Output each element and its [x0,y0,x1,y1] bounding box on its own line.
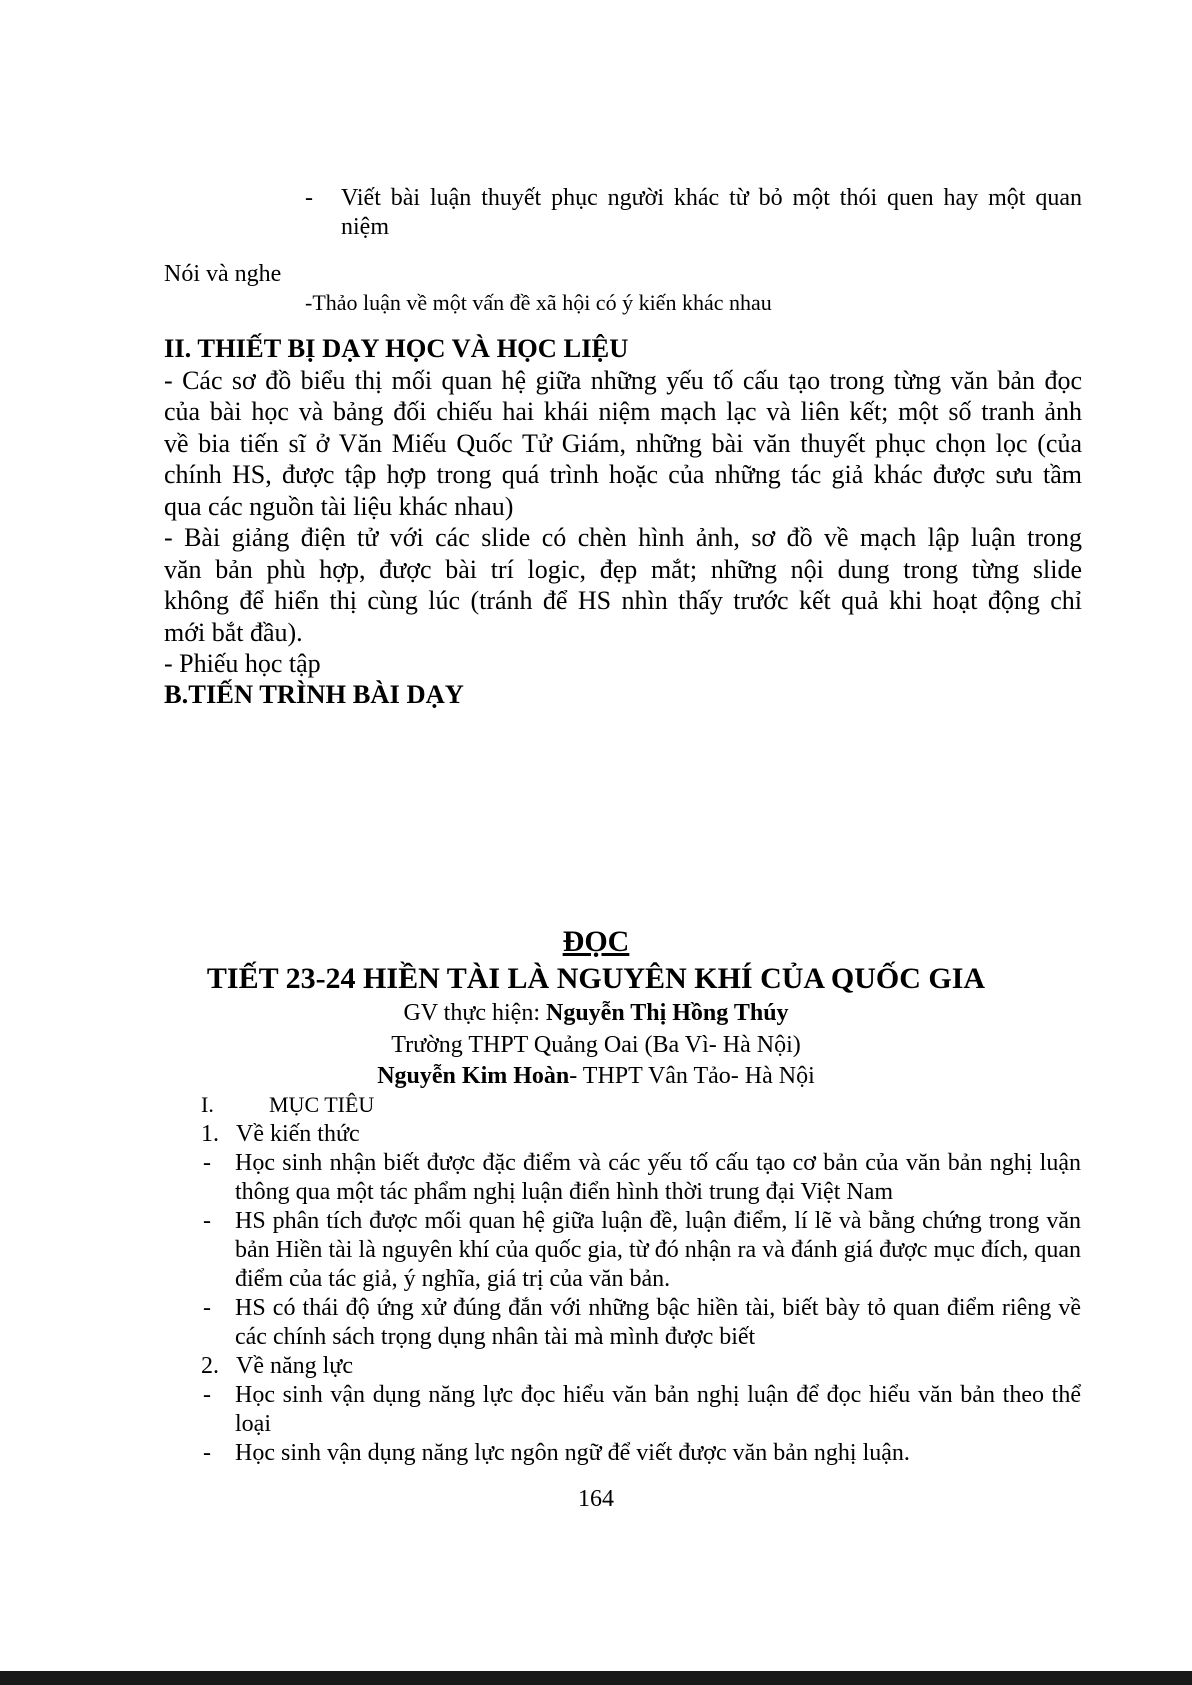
section2-para1-line: về bia tiến sĩ ở Văn Miếu Quốc Tử Giám, những bài văn thuyết phục chọn lọc (của [164,429,1082,458]
competence-item: Học sinh vận dụng năng lực đọc hiểu văn bản nghị luận để đọc hiểu văn bản theo thể loại [235,1382,1081,1437]
section2-para1-line: của bài học và bảng đối chiếu hai khái niệm mạch lạc và liên kết; một số tranh ảnh [164,397,1082,426]
section2-heading: II. THIẾT BỊ DẠY HỌC VÀ HỌC LIỆU [164,333,629,363]
teacher-line [0,998,1192,1028]
competence-num: 2. [201,1353,219,1379]
noi-va-nghe-item: -Thảo luận về một vấn đề xã hội có ý kiến khác nhau [305,290,772,315]
section2-para2-line: mới bắt đầu). [164,618,303,647]
coauthor-name: Nguyễn Kim Hoàn [377,1063,570,1089]
section2-para3: - Phiếu học tập [164,649,321,678]
section2-para1-line: qua các nguồn tài liệu khác nhau) [164,492,514,521]
coauthor-school: - THPT Vân Tảo- Hà Nội [569,1063,815,1089]
sectionB-heading: B.TIẾN TRÌNH BÀI DẠY [164,679,464,709]
knowledge-num: 1. [201,1121,219,1147]
knowledge-dash: - [203,1295,211,1321]
doc-label: ĐỌC [562,925,630,958]
section2-para2-line: văn bản phù hợp, được bài trí logic, đẹp mắt; những nội dung trong từng slide [164,555,1082,584]
competence-heading: Về năng lực [236,1353,353,1379]
knowledge-dash: - [203,1150,211,1176]
top-bullet-line1: Viết bài luận thuyết phục người khác từ bỏ một thói quen hay một quan [341,185,1082,211]
section2-para1-line: chính HS, được tập hợp trong quá trình hoặc của những tác giả khác được sưu tầm [164,460,1082,489]
knowledge-item: HS có thái độ ứng xử đúng đắn với những bậc hiền tài, biết bày tỏ quan điểm riêng về các chính sách trọng dụng nhân tài mà mình được biết [235,1295,1081,1350]
top-bullet-dash: - [305,185,313,211]
knowledge-item: HS phân tích được mối quan hệ giữa luận đề, luận điểm, lí lẽ và bằng chứng trong văn bản Hiền tài là nguyên khí của quốc gia, từ đó nhận ra và đánh giá được mục đích, quan điểm của tác giả, ý nghĩa, giá trị của văn bản. [235,1208,1081,1292]
noi-va-nghe-heading: Nói và nghe [164,261,282,287]
knowledge-heading: Về kiến thức [236,1121,360,1147]
section2-para2-line: - Bài giảng điện tử với các slide có chèn hình ảnh, sơ đồ về mạch lập luận trong [164,523,1082,552]
section2-para2-line: không để hiển thị cùng lúc (tránh để HS nhìn thấy trước kết quả khi hoạt động chỉ [164,586,1082,615]
teacher-prefix: GV thực hiện: [403,1000,546,1026]
knowledge-item: Học sinh nhận biết được đặc điểm và các yếu tố cấu tạo cơ bản của văn bản nghị luận thông qua một tác phẩm nghị luận điển hình thời trung đại Việt Nam [235,1150,1081,1205]
page-bottom-edge [0,1671,1192,1685]
lesson-title: TIẾT 23-24 HIỀN TÀI LÀ NGUYÊN KHÍ CỦA QUỐC GIA [206,962,986,995]
objectives-heading: MỤC TIÊU [269,1092,375,1117]
objectives-roman: I. [201,1092,214,1117]
competence-item: Học sinh vận dụng năng lực ngôn ngữ để viết được văn bản nghị luận. [235,1440,910,1466]
top-bullet-line2: niệm [341,214,389,240]
page-number: 164 [578,1486,614,1512]
school-line: Trường THPT Quảng Oai (Ba Vì- Hà Nội) [391,1032,801,1058]
teacher-name: Nguyễn Thị Hồng Thúy [545,1000,789,1026]
knowledge-dash: - [203,1208,211,1234]
section2-para1-line: - Các sơ đồ biểu thị mối quan hệ giữa những yếu tố cấu tạo trong từng văn bản đọc [164,366,1082,395]
coauthor-line [0,1061,1192,1091]
competence-dash: - [203,1382,211,1408]
competence-dash: - [203,1440,211,1466]
